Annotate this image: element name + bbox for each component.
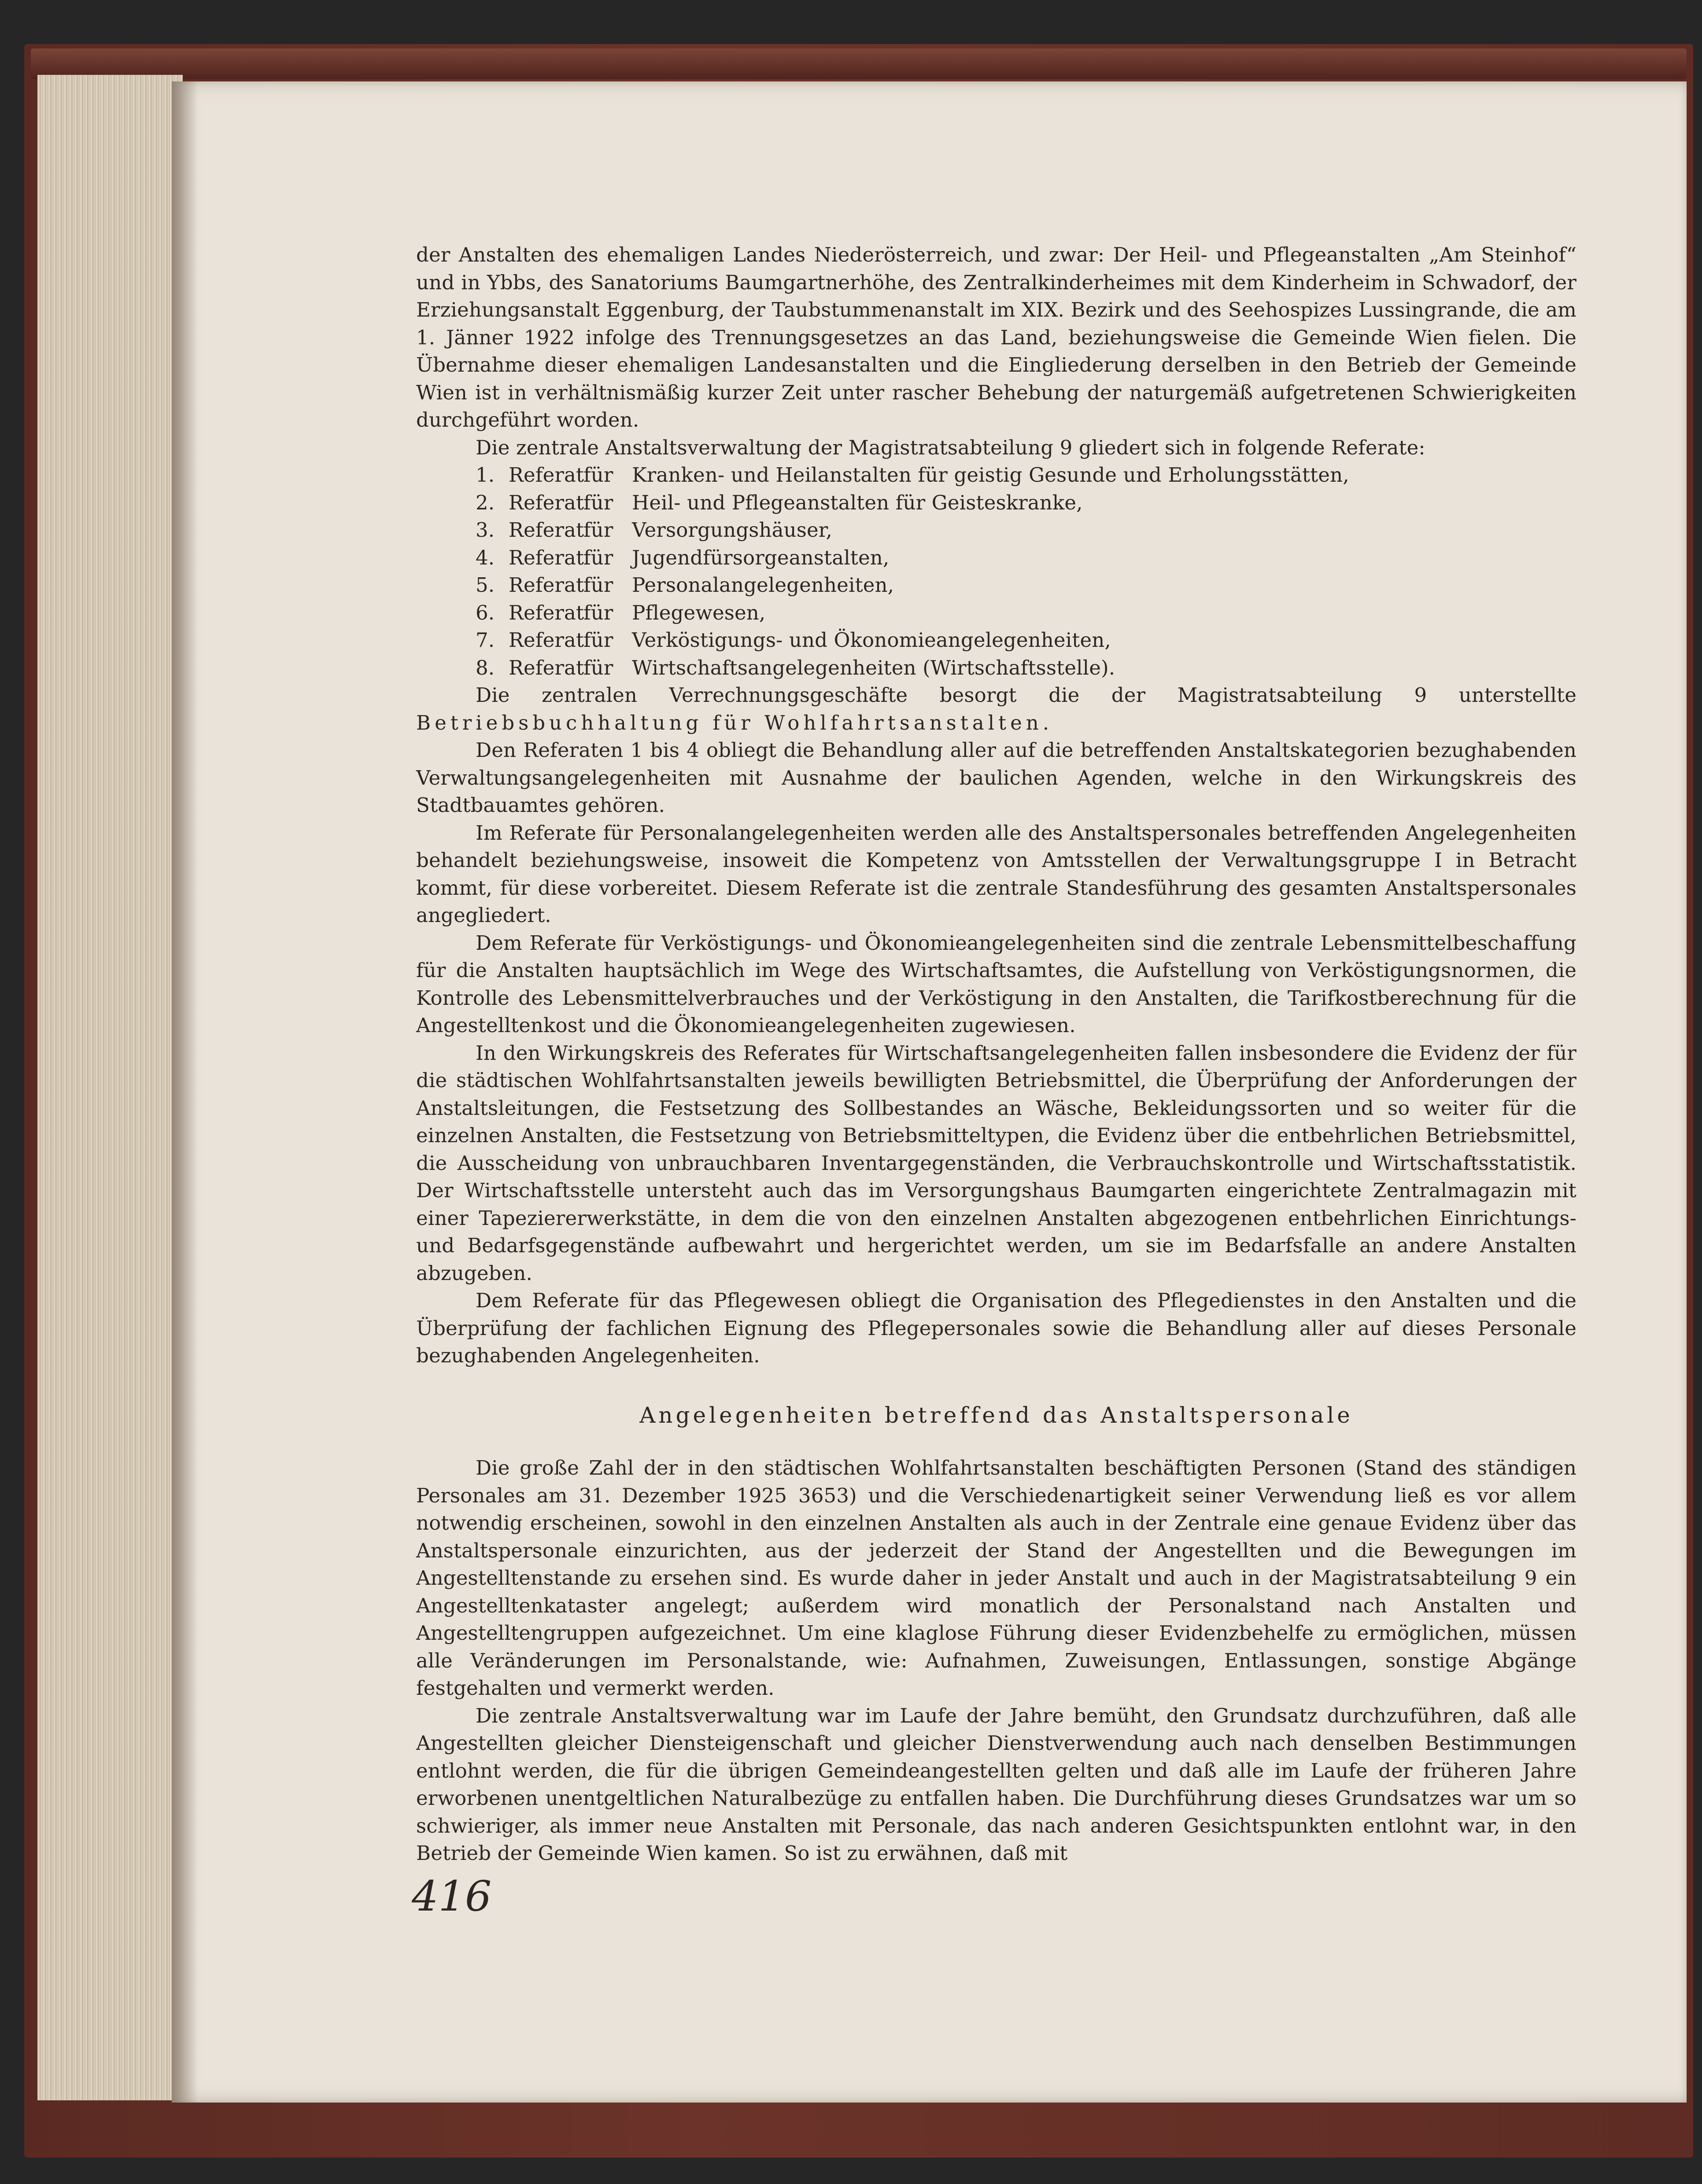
paragraph-intro: der Anstalten des ehemaligen Landes Niederösterreich, und zwar: Der Heil- und Pflegeanstalten „Am Steinhof“ und in Ybbs, des Sanatoriums Baumgartnerhöhe, des Zentralkinderheimes mit dem Kinderheim in Schwadorf, der Erziehungsanstalt Eggenburg, der Taubstummenanstalt im XIX. Bezirk und des Seehospizes Lussingrande, die am 1. Jänner 1922 infolge des Trennungsgesetzes an das Land, beziehungsweise die Gemeinde Wien fielen. Die Übernahme dieser ehemaligen Landesanstalten und die Eingliederung derselben in den Betrieb der Gemeinde Wien ist in verhältnismäßig kurzer Zeit unter rascher Behebung der naturgemäß aufgetretenen Schwierigkeiten durchgeführt worden. bbox=[416, 243, 1576, 432]
paragraph: Dem Referate für das Pflegewesen obliegt die Organisation des Pflegedienstes in den Anstalten und die Überprüfung der fachlichen Eignung des Pflegepersonales sowie die Behandlung aller auf dieses Personale bezughabenden Angelegenheiten. bbox=[416, 1289, 1576, 1367]
page-number: 416 bbox=[412, 1872, 492, 1921]
referat-text: Heil- und Pflegeanstalten für Geisteskranke, bbox=[632, 491, 1083, 514]
paragraph: Den Referaten 1 bis 4 obliegt die Behandlung aller auf die betreffenden Anstaltskategorien bezughabenden Verwaltungsangelegenheiten mit Ausnahme der baulichen Agenden, welche in den Wirkungskreis des Stadtbauamtes gehören. bbox=[416, 738, 1576, 817]
list-item: 2. Referat für Heil- und Pflegeanstalten für Geisteskranke, bbox=[476, 489, 1576, 517]
paragraph-verrechnung: Die zentralen Verrechnungsgeschäfte besorgt die der Magistratsabteilung 9 unterstellte Betriebsbuchhaltung für Wohlfahrtsanstalten. bbox=[416, 683, 1576, 734]
book-cover-top-edge bbox=[31, 48, 1687, 79]
list-item: 5. Referat für Personalangelegenheiten, bbox=[476, 572, 1576, 599]
paragraph: Im Referate für Personalangelegenheiten werden alle des Anstaltspersonales betreffenden Angelegenheiten behandelt beziehungsweise, insoweit die Kompetenz von Amtsstellen der Verwaltungsgruppe I in Betracht kommt, für diese vorbereitet. Diesem Referate ist die zentrale Standesführung des gesamten Anstaltspersonales angegliedert. bbox=[416, 821, 1576, 927]
paragraph: Die große Zahl der in den städtischen Wohlfahrtsanstalten beschäftigten Personen (Stand des ständigen Personales am 31. Dezember 1925 3653) und die Verschiedenartigkeit seiner Verwendung ließ es vor allem notwendig erscheinen, sowohl in den einzelnen Anstalten als auch in der Zentrale eine genaue Evidenz über das Anstaltspersonale einzurichten, aus der jederzeit der Stand der Angestellten und die Bewegungen im Angestelltenstande zu ersehen sind. Es wurde daher in jeder Anstalt und auch in der Magistratsabteilung 9 ein Angestelltenkataster angelegt; außerdem wird monatlich der Personalstand nach Anstalten und Angestelltengruppen aufgezeichnet. Um eine klaglose Führung dieser Evidenzbehelfe zu ermöglichen, müssen alle Veränderungen im Personalstande, wie: Aufnahmen, Zuweisungen, Entlassungen, sonstige Abgänge festgehalten und vermerkt werden. bbox=[416, 1456, 1576, 1700]
referat-text: Kranken- und Heilanstalten für geistig Gesunde und Erholungsstätten, bbox=[632, 463, 1349, 487]
referat-text: Jugendfürsorgeanstalten, bbox=[632, 546, 890, 569]
referat-text: Pflegewesen, bbox=[632, 601, 766, 624]
list-item: 6. Referat für Pflegewesen, bbox=[476, 599, 1576, 627]
gutter-shadow bbox=[172, 81, 198, 2103]
referat-text: Personalangelegenheiten, bbox=[632, 573, 894, 597]
list-item: 3. Referat für Versorgungshäuser, bbox=[476, 516, 1576, 544]
referat-text: Versorgungshäuser, bbox=[632, 518, 832, 542]
referat-text: Verköstigungs- und Ökonomieangelegenheiten, bbox=[632, 628, 1111, 652]
section-heading: Angelegenheiten betreffend das Anstaltspersonale bbox=[639, 1402, 1353, 1428]
spaced-emphasis: Betriebsbuchhaltung für Wohlfahrtsanstalten bbox=[416, 711, 1043, 734]
list-item: 1. Referat für Kranken- und Heilanstalten für geistig Gesunde und Erholungsstätten, bbox=[476, 461, 1576, 489]
list-item: 4. Referat für Jugendfürsorgeanstalten, bbox=[476, 544, 1576, 572]
paragraph-referate-intro: Die zentrale Anstaltsverwaltung der Magistratsabteilung 9 gliedert sich in folgende Referate: bbox=[476, 435, 1425, 459]
page-edges bbox=[37, 75, 183, 2100]
referat-text: Wirtschaftsangelegenheiten (Wirtschaftsstelle). bbox=[632, 656, 1115, 679]
paragraph: Dem Referate für Verköstigungs- und Ökonomieangelegenheiten sind die zentrale Lebensmittelbeschaffung für die Anstalten hauptsächlich im Wege des Wirtschaftsamtes, die Aufstellung von Verköstigungsnormen, die Kontrolle des Lebensmittelverbrauches und der Verköstigung in den Anstalten, die Tarifkostberechnung für die Angestelltenkost und die Ökonomieangelegenheiten zugewiesen. bbox=[416, 931, 1576, 1037]
paragraph: In den Wirkungskreis des Referates für Wirtschaftsangelegenheiten fallen insbesondere die Evidenz der für die städtischen Wohlfahrtsanstalten jeweils bewilligten Betriebsmittel, die Überprüfung der Anforderungen der Anstaltsleitungen, die Festsetzung des Sollbestandes an Wäsche, Bekleidungssorten und so weiter für die einzelnen Anstalten, die Festsetzung von Betriebsmitteltypen, die Evidenz über die entbehrlichen Betriebsmittel, die Ausscheidung von unbrauchbaren Inventargegenständen, die Verbrauchskontrolle und Wirtschaftsstatistik. Der Wirtschaftsstelle untersteht auch das im Versorgungshaus Baumgarten eingerichtete Zentralmagazin mit einer Tapeziererwerkstätte, in dem die von den einzelnen Anstalten abgezogenen entbehrlichen Einrichtungs- und Bedarfsgegenstände aufbewahrt und hergerichtet werden, um sie im Bedarfsfalle an andere Anstalten abzugeben. bbox=[416, 1041, 1576, 1285]
page-text bbox=[416, 241, 1576, 1867]
paragraph: Die zentrale Anstaltsverwaltung war im Laufe der Jahre bemüht, den Grundsatz durchzuführen, daß alle Angestellten gleicher Diensteigenschaft und gleicher Dienstverwendung auch nach denselben Bestimmungen entlohnt werden, die für die übrigen Gemeindeangestellten gelten und daß alle im Laufe der früheren Jahre erworbenen unentgeltlichen Naturalbezüge zu entfallen haben. Die Durchführung dieses Grundsatzes war um so schwieriger, als immer neue Anstalten mit Personale, das nach anderen Gesichtspunkten entlohnt war, in den Betrieb der Gemeinde Wien kamen. So ist zu erwähnen, daß mit bbox=[416, 1704, 1576, 1865]
list-item: 8. Referat für Wirtschaftsangelegenheiten (Wirtschaftsstelle). bbox=[476, 654, 1576, 682]
referate-list bbox=[416, 461, 1576, 682]
list-item: 7. Referat für Verköstigungs- und Ökonomieangelegenheiten, bbox=[476, 627, 1576, 654]
